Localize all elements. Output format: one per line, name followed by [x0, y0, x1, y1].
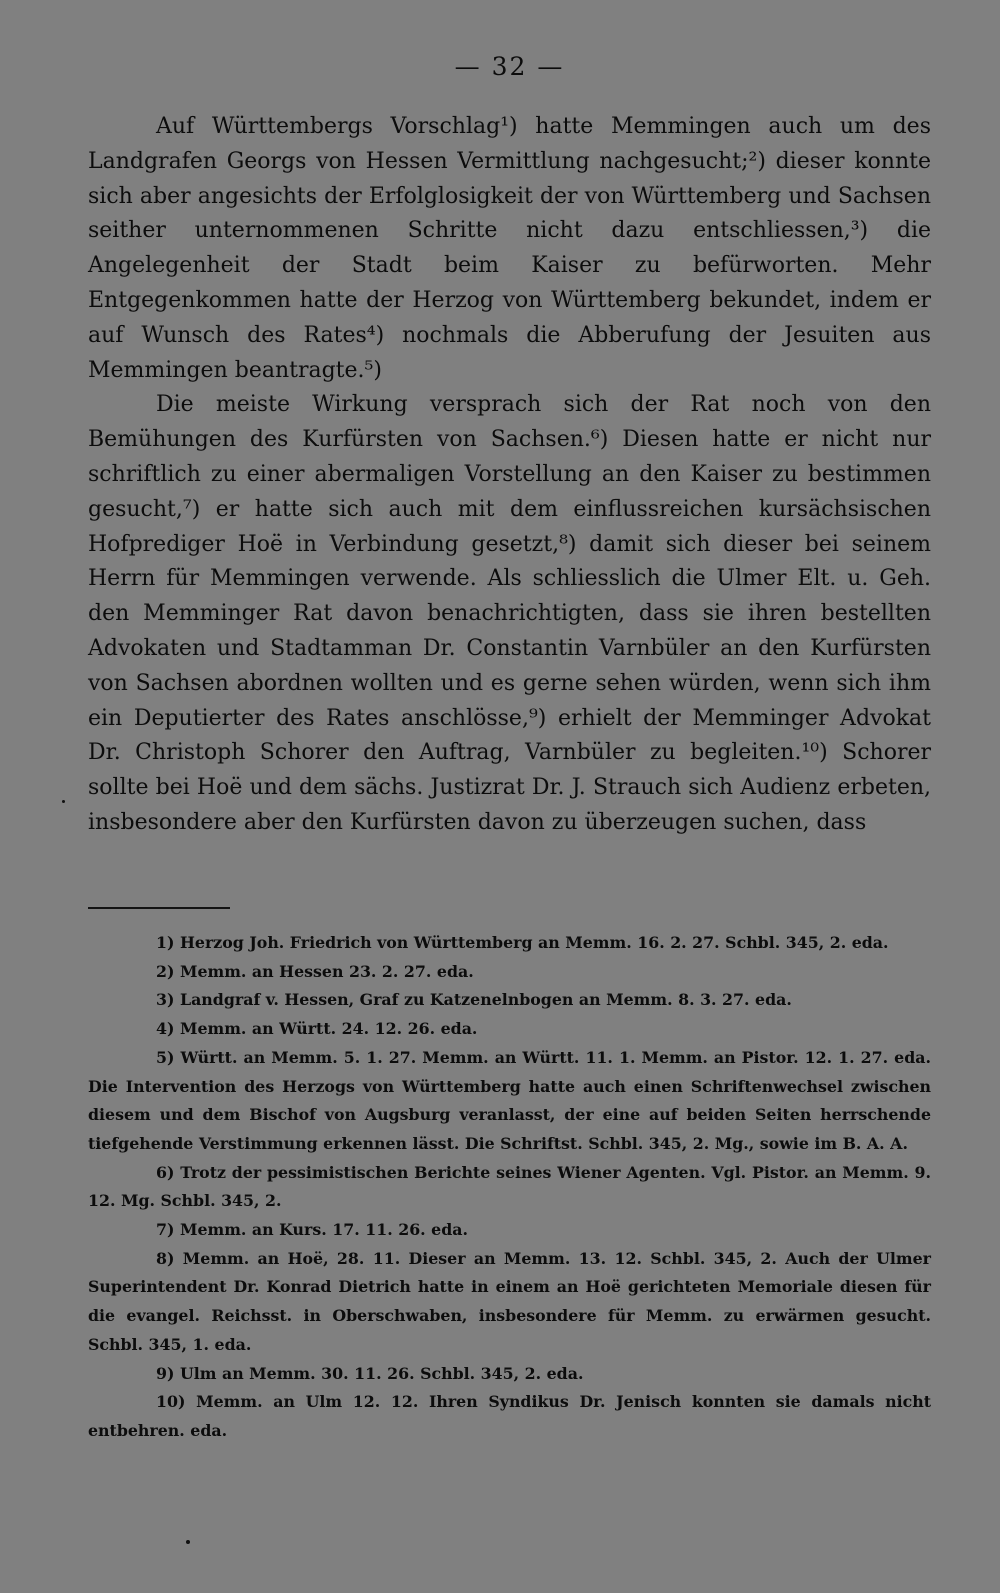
paper-speck	[186, 1540, 190, 1544]
footnote-1: 1) Herzog Joh. Friedrich von Württemberg an Memm. 16. 2. 27. Schbl. 345, 2. eda.	[156, 933, 889, 952]
paragraph: Auf Württembergs Vorschlag¹) hatte Memmingen auch um des Landgrafen Georgs von Hessen Vermittlung nachgesucht;²) dieser konnte sich aber angesichts der Erfolglosigkeit der von Württemberg und Sachsen seither unternommenen Schritte nicht dazu entschliessen,³) die Angelegenheit der Stadt beim Kaiser zu befürworten. Mehr Entgegenkommen hatte der Herzog von Württemberg bekundet, indem er auf Wunsch des Rates⁴) nochmals die Abberufung der Jesuiten aus Memmingen beantragte.⁵)	[88, 114, 931, 383]
main-text	[88, 110, 931, 841]
paper-speck	[62, 800, 65, 803]
footnote-8: 8) Memm. an Hoë, 28. 11. Dieser an Memm. 13. 12. Schbl. 345, 2. Auch der Ulmer Superintendent Dr. Konrad Dietrich hatte in einem an Hoë gerichteten Memoriale diesen für die evangel. Reichsst. in Oberschwaben, insbesondere für Memm. zu erwärmen gesucht. Schbl. 345, 1. eda.	[88, 1248, 931, 1354]
footnote-7: 7) Memm. an Kurs. 17. 11. 26. eda.	[156, 1220, 469, 1240]
footnote-6: 6) Trotz der pessimistischen Berichte seines Wiener Agenten. Vgl. Pistor. an Memm. 9. 12. Mg. Schbl. 345, 2.	[88, 1162, 931, 1211]
footnote-2: 2) Memm. an Hessen 23. 2. 27. eda.	[156, 961, 474, 981]
footnote-3: 3) Landgraf v. Hessen, Graf zu Katzenelnbogen an Memm. 8. 3. 27. eda.	[156, 990, 792, 1010]
paragraph: Die meiste Wirkung versprach sich der Rat noch von den Bemühungen des Kurfürsten von Sachsen.⁶) Diesen hatte er nicht nur schriftlich zu einer abermaligen Vorstellung an den Kaiser zu bestimmen gesucht,⁷) er hatte sich auch mit dem einflussreichen kursächsischen Hofprediger Hoë in Verbindung gesetzt,⁸) damit sich dieser bei seinem Herrn für Memmingen verwende. Als schliesslich die Ulmer Elt. u. Geh. den Memminger Rat davon benachrichtigten, dass sie ihren bestellten Advokaten und Stadtamman Dr. Constantin Varnbüler an den Kurfürsten von Sachsen abordnen wollten und es gerne sehen würden, wenn sich ihm ein Deputierter des Rates anschlösse,⁹) erhielt der Memminger Advokat Dr. Christoph Schorer den Auftrag, Varnbüler zu begleiten.¹⁰) Schorer sollte bei Hoë und dem sächs. Justizrat Dr. J. Strauch sich Audienz erbeten, insbesondere aber den Kurfürsten davon zu überzeugen suchen, dass	[88, 392, 931, 835]
footnote-separator	[88, 907, 230, 909]
footnote-5: 5) Württ. an Memm. 5. 1. 27. Memm. an Württ. 11. 1. Memm. an Pistor. 12. 1. 27. eda. Die Intervention des Herzogs von Württemberg hatte auch einen Schriftenwechsel zwischen diesem und dem Bischof von Augsburg veranlasst, der eine auf beiden Seiten herrschende tiefgehende Verstimmung erkennen lässt. Die Schriftst. Schbl. 345, 2. Mg., sowie im B. A. A.	[88, 1047, 931, 1153]
page-number: — 32 —	[454, 52, 565, 81]
footnote-10: 10) Memm. an Ulm 12. 12. Ihren Syndikus Dr. Jenisch konnten sie damals nicht entbehren. eda.	[88, 1392, 931, 1440]
footnote-4: 4) Memm. an Württ. 24. 12. 26. eda.	[156, 1019, 478, 1039]
footnotes	[88, 929, 931, 1446]
footnote-9: 9) Ulm an Memm. 30. 11. 26. Schbl. 345, 2. eda.	[156, 1363, 584, 1383]
